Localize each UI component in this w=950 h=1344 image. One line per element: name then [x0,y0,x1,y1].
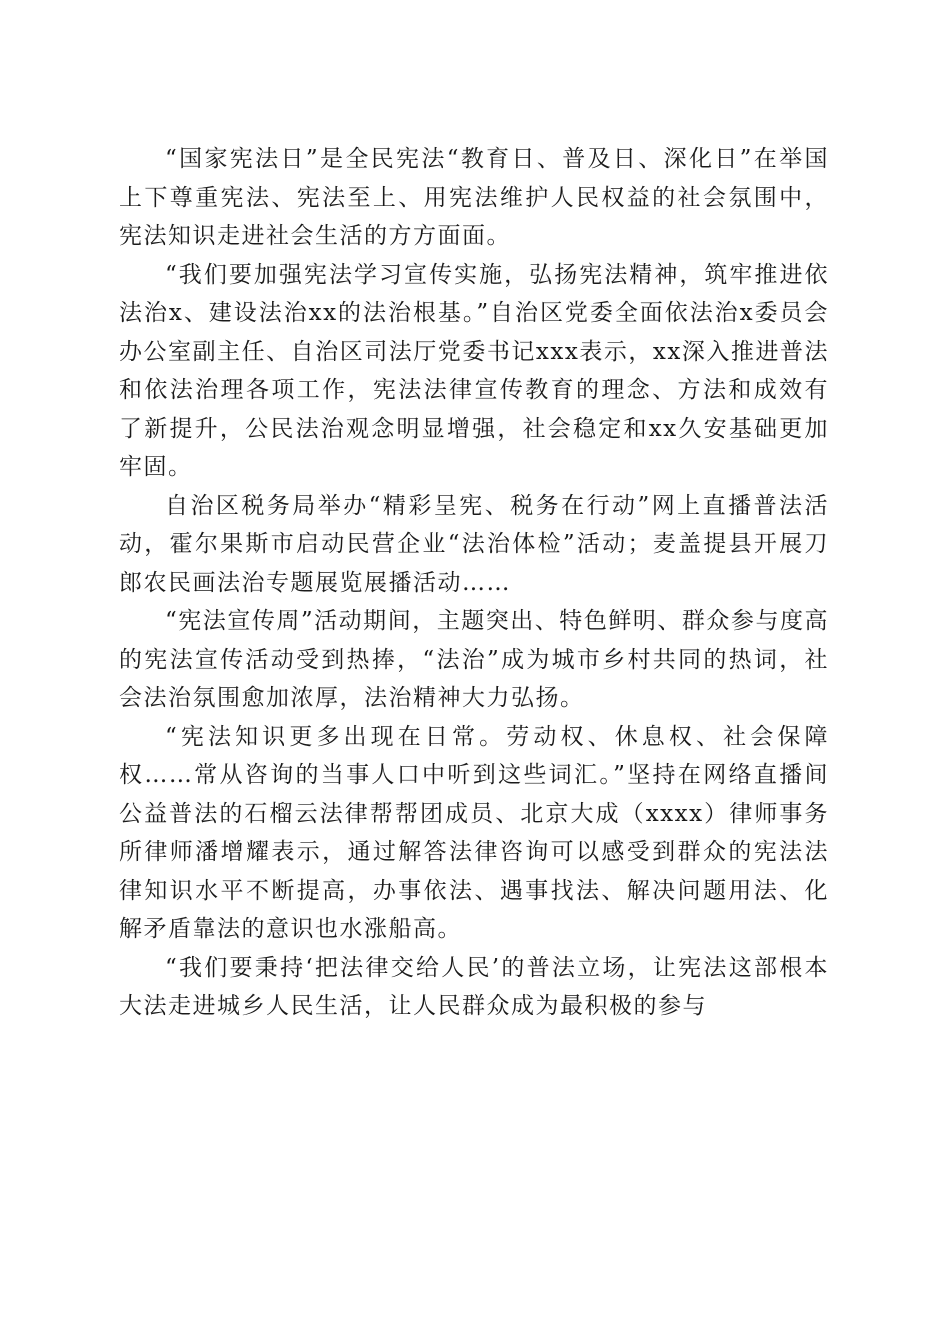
paragraph-3: 自治区税务局举办“精彩呈宪、税务在行动”网上直播普法活动，霍尔果斯市启动民营企业“法治体检”活动；麦盖提县开展刀郎农民画法治专题展览展播活动…… [119,492,829,596]
paragraph-4: “宪法宣传周”活动期间，主题突出、特色鲜明、群众参与度高的宪法宣传活动受到热捧，“法治”成为城市乡村共同的热词，社会法治氛围愈加浓厚，法治精神大力弘扬。 [119,608,829,711]
paragraph-2: “我们要加强宪法学习宣传实施，弘扬宪法精神，筑牢推进依法治x、建设法治xx的法治根基。”自治区党委全面依法治x委员会办公室副主任、自治区司法厅党委书记xxx表示，xx深入推进普法和依法治理各项工作，宪法法律宣传教育的理念、方法和成效有了新提升，公民法治观念明显增强，社会稳定和xx久安基础更加牢固。 [119,261,829,480]
paragraph-6: “我们要秉持‘把法律交给人民’的普法立场，让宪法这部根本大法走进城乡人民生活，让人民群众成为最积极的参与 [119,954,829,1019]
paragraph-1: “国家宪法日”是全民宪法“教育日、普及日、深化日”在举国上下尊重宪法、宪法至上、用宪法维护人民权益的社会氛围中，宪法知识走进社会生活的方方面面。 [119,146,829,249]
document-body [119,140,829,1026]
paragraph-5: “宪法知识更多出现在日常。劳动权、休息权、社会保障权……常从咨询的当事人口中听到这些词汇。”坚持在网络直播间公益普法的石榴云法律帮帮团成员、北京大成（xxxx）律师事务所律师潘增耀表示，通过解答法律咨询可以感受到群众的宪法法律知识水平不断提高，办事依法、遇事找法、解决问题用法、化解矛盾靠法的意识也水涨船高。 [119,723,829,942]
